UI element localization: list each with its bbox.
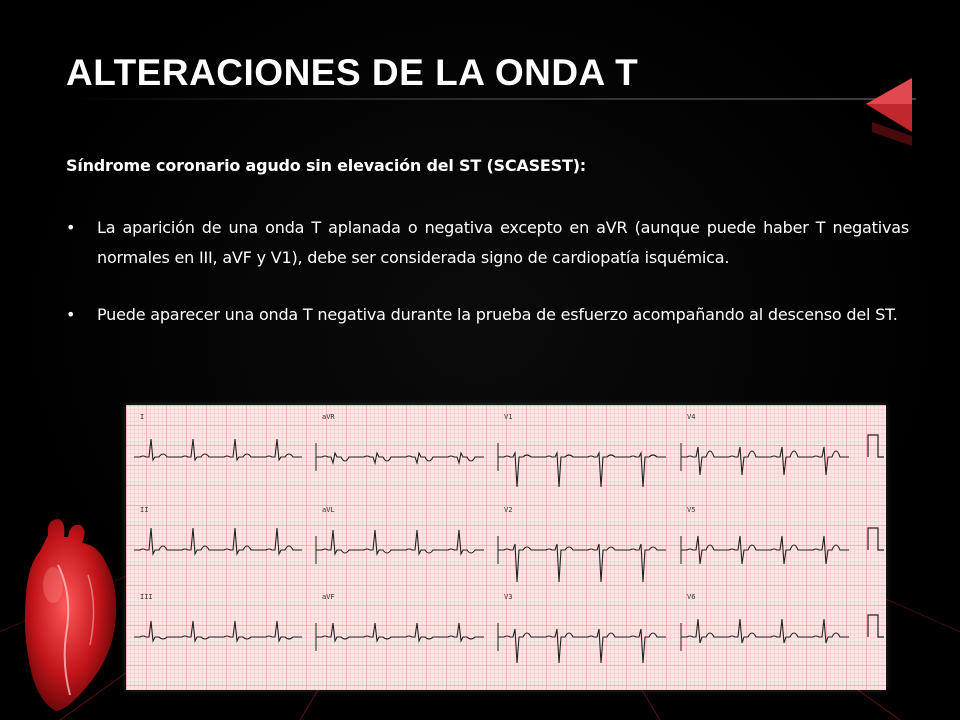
ecg-trace-V3 xyxy=(498,629,666,663)
calibration-pulse xyxy=(868,615,884,637)
heart-illustration xyxy=(18,515,128,715)
ecg-trace-III xyxy=(134,621,302,641)
ecg-trace-V1 xyxy=(498,453,666,487)
bullet-text: Puede aparecer una onda T negativa durante la prueba de esfuerzo acompañando al descenso del ST. xyxy=(97,305,898,324)
ecg-trace-V2 xyxy=(498,544,666,582)
ecg-trace-V4 xyxy=(681,447,849,475)
slide-title: ALTERACIONES DE LA ONDA T xyxy=(66,52,639,93)
bullet-item xyxy=(66,213,909,272)
title-underline xyxy=(66,98,916,100)
lead-label: aVL xyxy=(322,506,335,514)
ecg-traces xyxy=(126,405,886,690)
calibration-pulse xyxy=(868,435,884,457)
ecg-trace-aVL xyxy=(316,530,484,554)
lead-label: aVR xyxy=(322,413,335,421)
ecg-trace-I xyxy=(134,439,302,460)
ecg-trace-V5 xyxy=(681,536,849,564)
lead-label: I xyxy=(140,413,145,421)
red-arrow-icon xyxy=(862,74,918,146)
bullet-list xyxy=(66,213,909,358)
bullet-icon: • xyxy=(66,218,76,237)
lead-label: V5 xyxy=(687,506,696,514)
ecg-trace-II xyxy=(134,528,302,554)
bullet-icon: • xyxy=(66,305,76,324)
lead-label: V2 xyxy=(504,506,513,514)
ecg-trace-V6 xyxy=(681,619,849,643)
bullet-text: La aparición de una onda T aplanada o negativa excepto en aVR (aunque puede haber T negativas normales en III, aVF y V1), debe ser considerada signo de cardiopatía isquémica. xyxy=(97,218,909,267)
bullet-item xyxy=(66,300,909,330)
lead-label: V1 xyxy=(504,413,513,421)
lead-label: V4 xyxy=(687,413,696,421)
ecg-image xyxy=(126,405,886,690)
calibration-pulse xyxy=(868,528,884,550)
lead-label: V6 xyxy=(687,593,696,601)
lead-label: V3 xyxy=(504,593,513,601)
ecg-trace-aVF xyxy=(316,623,484,641)
lead-label: III xyxy=(140,593,153,601)
subtitle: Síndrome coronario agudo sin elevación del ST (SCASEST): xyxy=(66,156,587,175)
lead-label: II xyxy=(140,506,149,514)
ecg-trace-aVR xyxy=(316,453,484,463)
lead-label: aVF xyxy=(322,593,335,601)
